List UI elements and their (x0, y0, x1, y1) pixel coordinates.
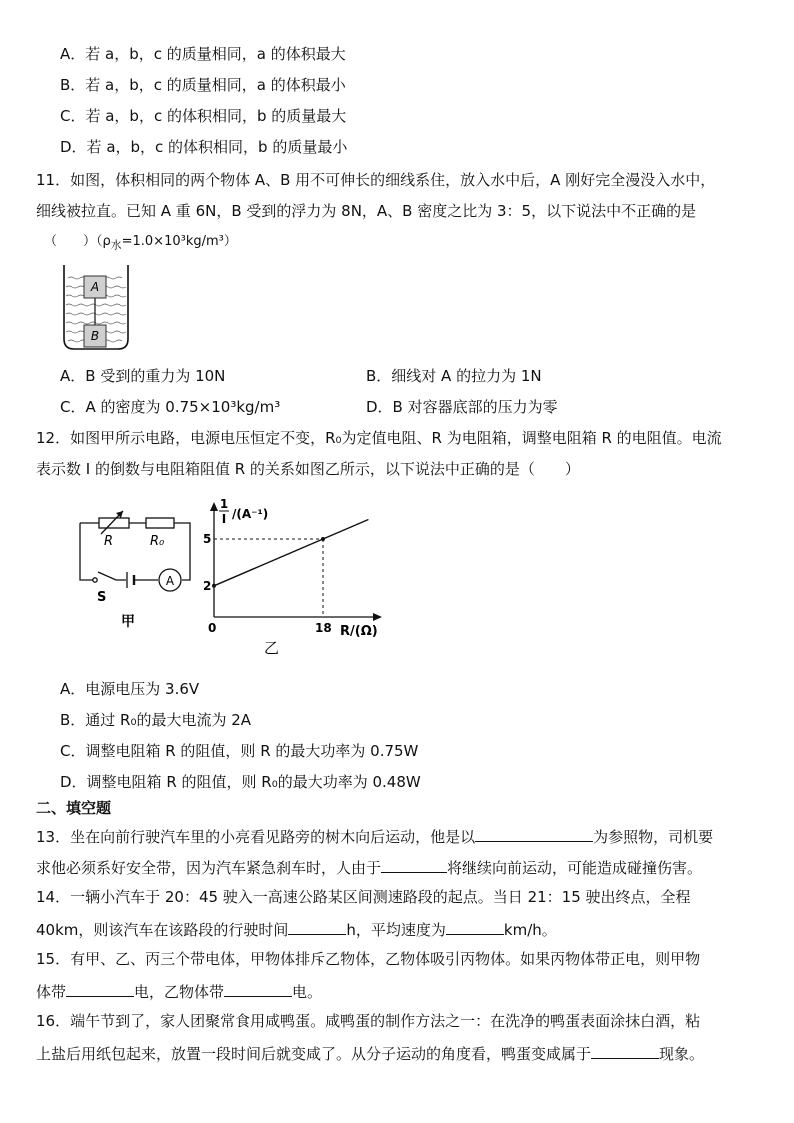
q14-blank-2[interactable] (446, 918, 504, 935)
y-label-numerator: 1 (219, 497, 229, 511)
resistor-r0-label: R₀ (150, 534, 165, 549)
section-title: 二、填空题 (36, 799, 112, 817)
data-point (321, 537, 325, 541)
q10-option-b: B．若 a，b，c 的质量相同，a 的体积最小 (60, 76, 346, 94)
resistor-r-label: R (104, 534, 114, 549)
switch-label: S (97, 590, 107, 605)
q11-option-c: C．A 的密度为 0.75×10³kg/m³ (60, 398, 281, 416)
graph-chart (198, 496, 398, 656)
q12-stem-line2: 表示数 I 的倒数与电阻箱阻值 R 的关系如图乙所示，以下说法中正确的是（ ） (36, 460, 580, 478)
y-label-unit: /(A⁻¹) (232, 507, 269, 521)
q15-blank-1[interactable] (66, 980, 134, 997)
q14-blank-1[interactable] (288, 918, 346, 935)
q15-text-c: 电，乙物体带 (134, 983, 225, 1001)
graph-caption: 乙 (264, 639, 280, 656)
y-label-denominator: I (221, 512, 227, 526)
q15-line2 (36, 980, 322, 1002)
q14-line1: 14．一辆小汽车于 20：45 驶入一高速公路某区间测速路段的起点。当日 21：15 驶出终点，全程 (36, 888, 691, 906)
q12-option-b: B．通过 R₀的最大电流为 2A (60, 711, 252, 729)
y-axis-arrow (210, 502, 218, 511)
resistor-r0 (146, 518, 174, 528)
q16-blank-1[interactable] (591, 1042, 659, 1059)
q11-option-a: A．B 受到的重力为 10N (60, 367, 226, 385)
y-tick-label-1: 5 (203, 532, 212, 546)
q11-stem-line3 (44, 232, 237, 256)
q13-line2 (36, 856, 702, 878)
ammeter-label: A (165, 574, 175, 588)
q10-option-c: C．若 a，b，c 的体积相同，b 的质量最大 (60, 107, 347, 125)
q16-text-b: 上盐后用纸包起来，放置一段时间后就变咸了。从分子运动的角度看，鸭蛋变咸属于 (36, 1045, 592, 1063)
circuit-diagram (74, 508, 204, 633)
data-point (212, 584, 216, 588)
q10-option-a: A．若 a，b，c 的质量相同，a 的体积最大 (60, 45, 346, 63)
label-a: A (90, 280, 100, 294)
q16-line1: 16．端午节到了，家人团聚常食用咸鸭蛋。咸鸭蛋的制作方法之一：在洗净的鸭蛋表面涂抹白酒，粘 (36, 1012, 701, 1030)
q14-text-d: km/h。 (503, 921, 557, 939)
q12-option-c: C．调整电阻箱 R 的阻值，则 R 的最大功率为 0.75W (60, 742, 419, 760)
q11-stem-line2: 细线被拉直。已知 A 重 6N，B 受到的浮力为 8N，A、B 密度之比为 3：5，以下说法中不正确的是 (36, 202, 697, 220)
q16-line2 (36, 1042, 704, 1064)
q12-option-a: A．电源电压为 3.6V (60, 680, 200, 698)
q13-text-b: 为参照物，司机要 (593, 828, 714, 846)
q13-line1 (36, 825, 713, 847)
axes (214, 506, 378, 617)
q12-stem-line1: 12．如图甲所示电路，电源电压恒定不变，R₀为定值电阻、R 为电阻箱，调整电阻箱 R 的电阻值。电流 (36, 429, 722, 447)
x-tick-label-0: 18 (315, 621, 332, 635)
q13-text-a: 13．坐在向前行驶汽车里的小亮看见路旁的树木向后运动，他是以 (36, 828, 476, 846)
q16-text-c: 现象。 (659, 1045, 705, 1063)
q15-blank-2[interactable] (224, 980, 292, 997)
series-line (214, 520, 368, 586)
x-axis-label: R/(Ω) (340, 624, 378, 639)
q11-option-d: D．B 对容器底部的压力为零 (366, 398, 558, 416)
x-axis-arrow (373, 613, 382, 621)
label-b: B (90, 329, 100, 343)
q13-blank-2[interactable] (381, 856, 447, 873)
circuit-caption: 甲 (121, 614, 135, 630)
q13-blank-1[interactable] (475, 825, 593, 842)
q11-answer-paren: （ ） (44, 234, 97, 249)
y-tick-label-0: 2 (203, 578, 212, 593)
q11-stem-line1: 11．如图，体积相同的两个物体 A、B 用不可伸长的细线系住，放入水中后，A 刚好完全漫没入水中， (36, 171, 716, 189)
q11-rho-value: =1.0×10³kg/m³） (121, 234, 237, 249)
q14-line2 (36, 918, 557, 940)
q11-rho-sub: 水 (110, 238, 122, 252)
q14-text-c: h，平均速度为 (346, 921, 446, 939)
q11-rho-prefix: （ρ (96, 234, 111, 249)
q14-text-b: 40km，则该汽车在该路段的行驶时间 (36, 921, 289, 939)
q11-figure-container (62, 263, 130, 353)
q15-text-d: 电。 (292, 983, 323, 1001)
q12-option-d: D．调整电阻箱 R 的阻值，则 R₀的最大功率为 0.48W (60, 773, 421, 791)
q15-line1: 15．有甲、乙、丙三个带电体，甲物体排斥乙物体，乙物体吸引丙物体。如果丙物体带正电，则甲物 (36, 950, 701, 968)
switch-pivot (93, 578, 97, 582)
q15-text-b: 体带 (36, 983, 67, 1001)
q10-option-d: D．若 a，b，c 的体积相同，b 的质量最小 (60, 138, 348, 156)
origin-label: 0 (208, 621, 217, 635)
q11-option-b: B．细线对 A 的拉力为 1N (366, 367, 542, 385)
q13-text-d: 将继续向前运动，可能造成碰撞伤害。 (447, 859, 703, 877)
q13-text-c: 求他必须系好安全带，因为汽车紧急刹车时，人由于 (36, 859, 382, 877)
